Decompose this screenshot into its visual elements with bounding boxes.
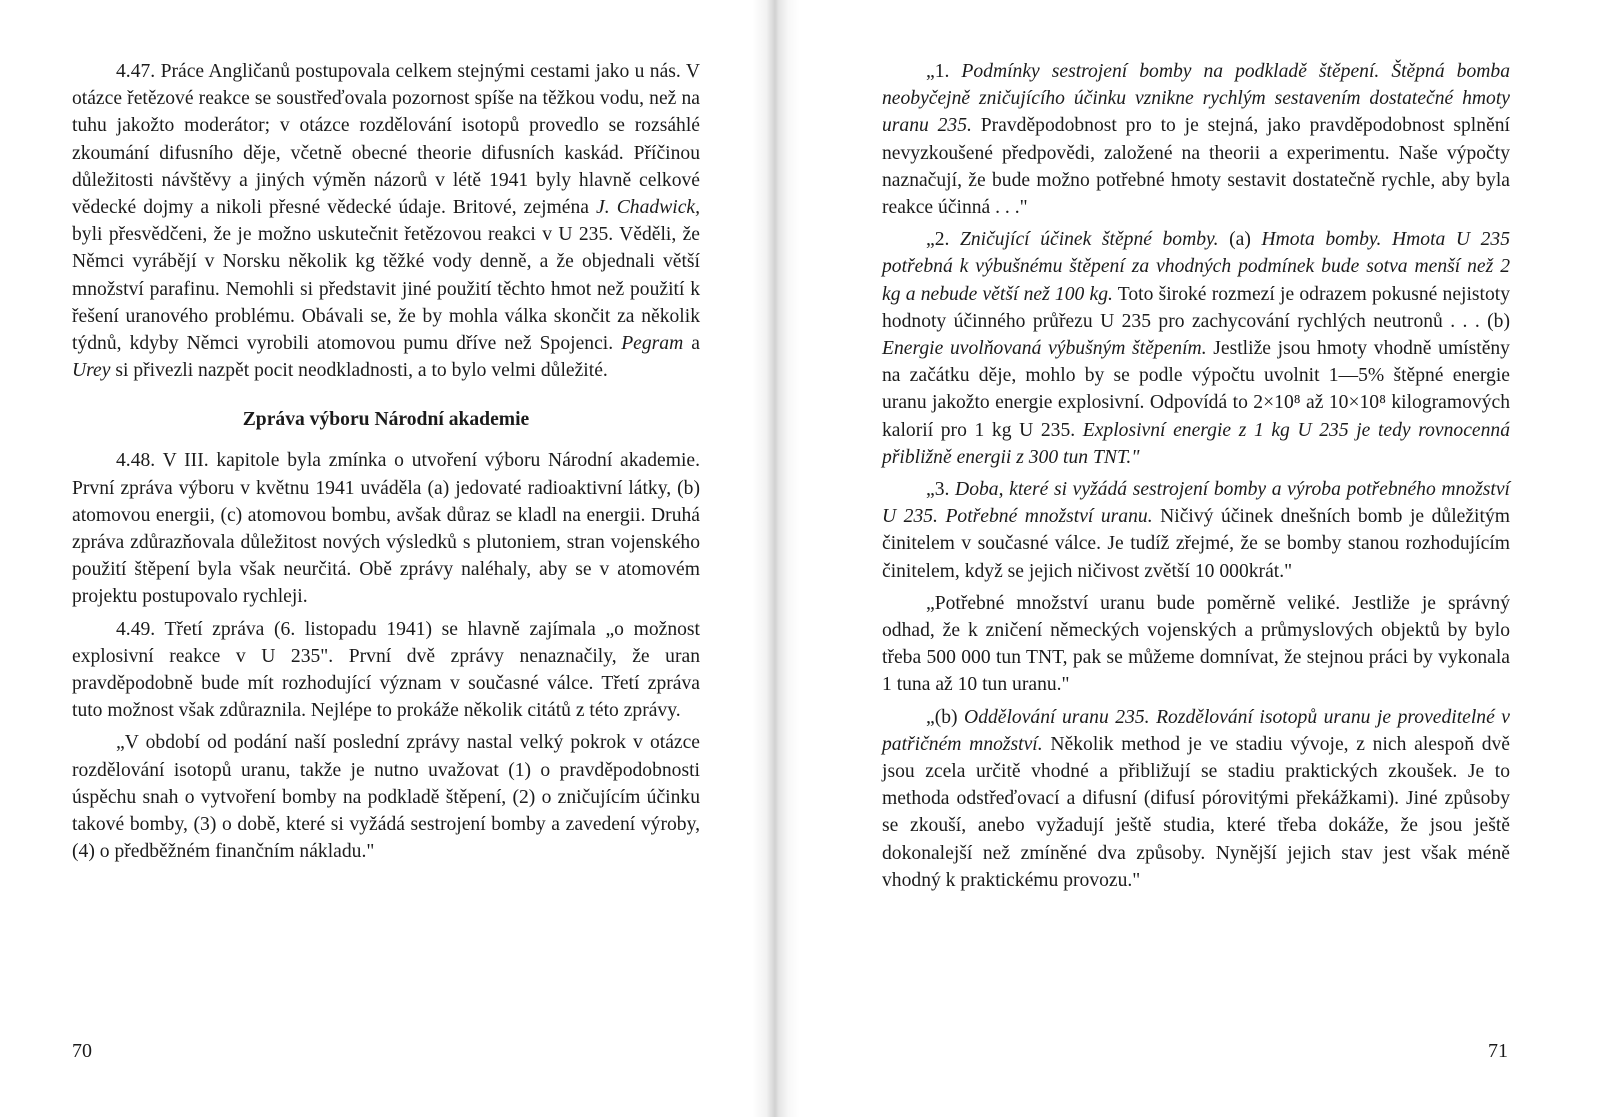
text-run: „(b): [926, 706, 965, 728]
italic-run: Oddělování uranu 235. Rozdělování isotopů uranu je proveditelné v patřičném množství.: [882, 706, 1510, 755]
italic-run: Energie uvolňovaná výbušným štěpením.: [882, 338, 1207, 360]
text-run: Toto široké rozmezí je odrazem pokusné nejistoty hodnoty účinného průřezu U 235 pro zachycování rychlých neutronů . . . (b): [882, 283, 1511, 332]
italic-name: Pegram: [621, 333, 684, 355]
paragraph-4-49: 4.49. Třetí zpráva (6. listopadu 1941) se hlavně zajímala „o možnost explosivní reakce v U 235". První dvě zprávy nenaznačily, že uran pravděpodobně bude mít rozhodující význam v současné válce. Třetí zpráva tuto možnost však zdůraznila. Nejlépe to prokáže několik citátů z této zprávy.: [72, 618, 700, 722]
paragraph-quote-2: [882, 226, 1510, 471]
text-run: a: [683, 333, 700, 355]
italic-run: Explosivní energie z 1 kg U 235 je tedy rovnocenná přibližně energii z 300 tun TNT.": [882, 419, 1510, 468]
page-number-right: 71: [1488, 1040, 1508, 1062]
text-run: byli přesvědčeni, že je možno uskutečnit řetězovou reakci v U 235. Věděli, že Němci vyrábějí v Norsku několik kg těžké vody denně, a že objednali větší množství parafinu. Nemohli si představit jiné použití těchto hmot než použití k řešení uranového problému. Obávali se, že by mohla válka skončit za několik týdnů, kdyby Němci vyrobili atomovou pumu dříve než Spojenci.: [72, 224, 700, 355]
book-gutter: [752, 0, 800, 1117]
left-page: [72, 58, 700, 870]
italic-run: Hmota bomby. Hmota U 235 potřebná k výbušnému štěpení za vhodných podmínek bude sotva menší než 2 kg a nebude větší než 100 kg.: [882, 229, 1511, 305]
text-run: „1.: [926, 61, 962, 82]
italic-run: Doba, které si vyžádá sestrojení bomby a výroba potřebného množství U 235. Potřebné množství uranu.: [882, 479, 1510, 528]
paragraph-4-48: 4.48. V III. kapitole byla zmínka o utvoření výboru Národní akademie. První zpráva výboru v květnu 1941 uváděla (a) jedovaté radioaktivní látky, (b) atomovou energii, (c) atomovou bombu, avšak důraz se kladl na energii. Druhá zpráva zdůrazňovala důležitost nových výsledků s plutoniem, stran vojenského použití štěpení byla však neurčitá. Obě zprávy naléhaly, aby se v atomovém projektu postupovalo rychleji.: [72, 450, 700, 608]
italic-run: Zničující účinek štěpné bomby.: [959, 229, 1219, 251]
text-run: Ničivý účinek dnešních bomb je důležitým činitelem v současné válce. Je tudíž zřejmé, že se bomby stanou rozhodujícím činitelem, když se jejich ničivost zvětší 10 000krát.": [882, 506, 1510, 582]
italic-name: Urey: [72, 360, 111, 382]
paragraph-4-47: [72, 58, 700, 384]
right-page: [882, 58, 1510, 899]
page-number-left: 70: [72, 1040, 92, 1062]
italic-name: J. Chadwick,: [596, 197, 700, 219]
paragraph-quote: „V období od podání naší poslední zprávy nastal velký pokrok v otázce rozdělování isotopů uranu, takže je nutno uvažovat (1) o pravděpodobnosti úspěchu snah o vytvoření bomby na podkladě štěpení, (2) o zničujícím účinku takové bomby, (3) o době, které si vyžádá sestrojení bomby a zavedení výroby, (4) o předběžném finančním nákladu.": [72, 732, 700, 863]
text-run: „3.: [926, 479, 956, 501]
text-run: Jestliže jsou hmoty vhodně umístěny na začátku děje, mohlo by se podle výpočtu uvolnit 1—5% štěpné energie uranu jakožto energie explosivní. Odpovídá to 2×10⁸ až 10×10⁸ kilogramových kalorií pro 1 kg U 235.: [882, 338, 1510, 441]
paragraph-quote-3: [882, 476, 1510, 585]
text-run: Pravděpodobnost pro to je stejná, jako pravděpodobnost splnění nevyzkoušené předpovědi, založené na theorii a experimentu. Naše výpočty naznačují, že bude možno potřebné hmoty sestavit dostatečně rychle, aby byla reakce účinná . . .": [882, 115, 1510, 219]
paragraph-quote-4: „Potřebné množství uranu bude poměrně veliké. Jestliže je správný odhad, že k zničení německých vojenských a průmyslových objektů by bylo třeba 500 000 tun TNT, pak se můžeme domnívat, že stejnou práci by vykonala 1 tuna až 10 tun uranu.": [882, 592, 1510, 696]
text-run: Několik method je ve stadiu vývoje, z nich alespoň dvě jsou zcela určitě vhodné a přibližují se stadiu praktických zkoušek. Je to methoda odstřeďovací a difusní (difusí pórovitými překážkami). Jiné způsoby se zkouší, anebo vyžadují ještě studia, které třeba dokáže, že jsou ještě dokonalejší než zmíněné dva způsoby. Nynější jejich stav jest však méně vhodný k praktickému provozu.": [882, 733, 1510, 891]
text-run: (a): [1218, 229, 1262, 251]
italic-run: Podmínky sestrojení bomby na podkladě štěpení. Štěpná bomba neobyčejně zničujícího účinku vznikne rychlým sestavením dostatečné hmoty uranu 235.: [882, 61, 1510, 137]
text-run: si přivezli nazpět pocit neodkladnosti, a to bylo velmi důležité.: [110, 360, 608, 382]
paragraph-quote-5: [882, 704, 1510, 894]
text-run: 4.47. Práce Angličanů postupovala celkem stejnými cestami jako u nás. V otázce řetězové reakce se soustřeďovala pozornost spíše na těžkou vodu, než na tuhu jakožto moderátor; v otázce rozdělování isotopů provedlo se rozsáhlé zkoumání difusního děje, včetně obecné theorie difusních kaskád. Příčinou důležitosti návštěvy a jiných výměn názorů v létě 1941 byly hlavně celkové vědecké dojmy a nikoli přesné vědecké údaje. Britové, zejména: [72, 61, 700, 219]
paragraph-quote-1: [882, 58, 1510, 221]
text-run: „2.: [926, 229, 960, 251]
section-heading: Zpráva výboru Národní akademie: [242, 409, 530, 431]
